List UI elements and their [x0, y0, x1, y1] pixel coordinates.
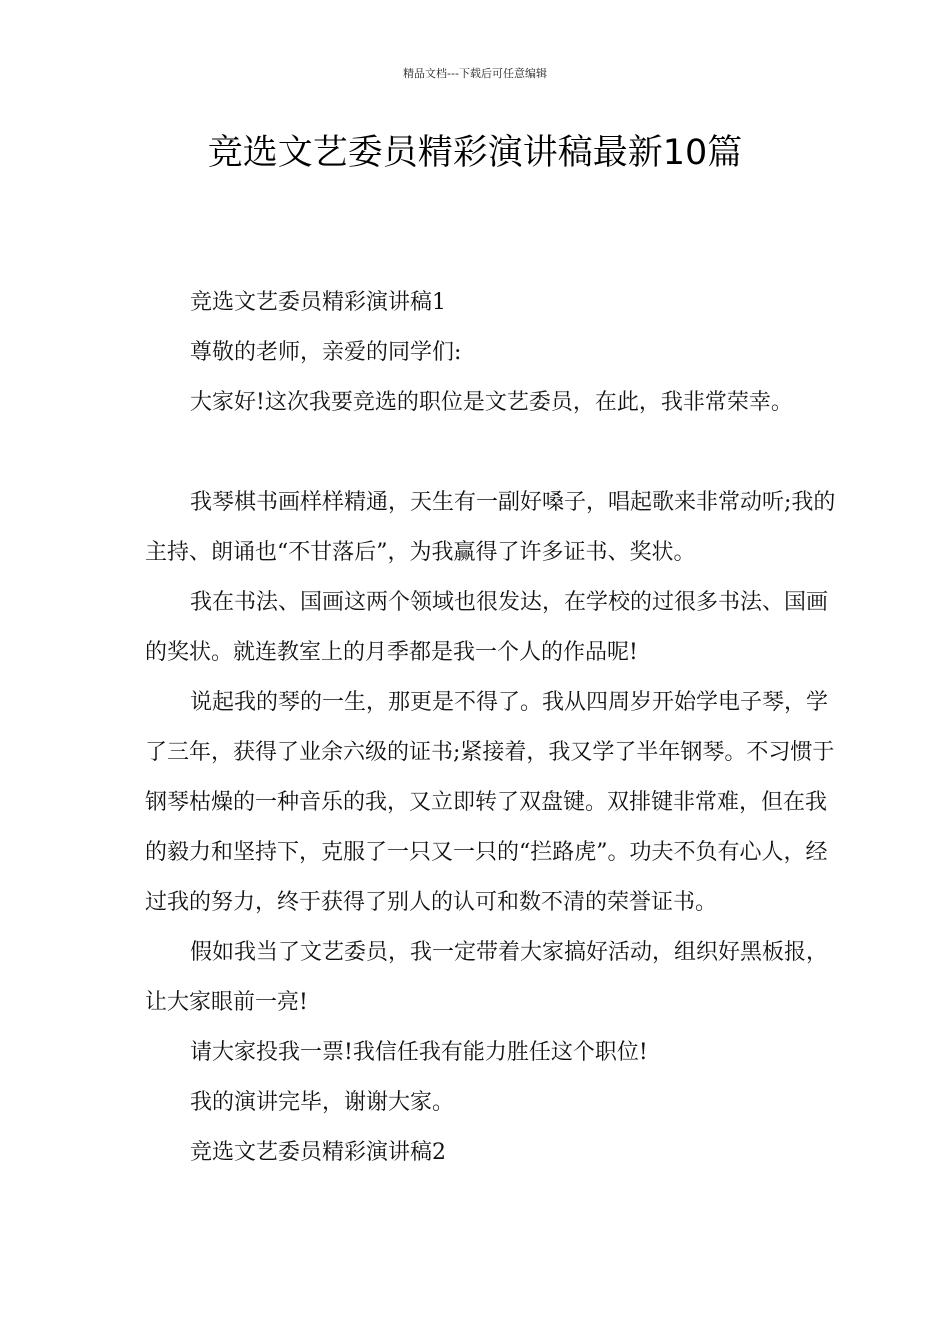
paragraph-closing: 我的演讲完毕，谢谢大家。: [190, 1090, 455, 1115]
blank-line: [145, 428, 845, 478]
salutation: 尊敬的老师，亲爱的同学们:: [190, 340, 462, 365]
paragraph-promise: 假如我当了文艺委员，我一定带着大家搞好活动，组织好黑板报，让大家眼前一亮!: [145, 940, 829, 1015]
section-heading-2: 竞选文艺委员精彩演讲稿2: [190, 1140, 446, 1165]
section-heading-1: 竞选文艺委员精彩演讲稿1: [190, 290, 446, 315]
document-title: 竞选文艺委员精彩演讲稿最新10篇: [207, 133, 743, 173]
paragraph-calligraphy: 我在书法、国画这两个领域也很发达，在学校的过很多书法、国画的奖状。就连教室上的月季都是我一个人的作品呢!: [145, 590, 829, 665]
header-note: 精品文档---下载后可任意编辑: [403, 67, 547, 80]
paragraph-talents: 我琴棋书画样样精通，天生有一副好嗓子，唱起歌来非常动听;我的主持、朗诵也“不甘落后”，为我赢得了许多证书、奖状。: [145, 490, 836, 565]
document-body: [145, 278, 845, 1178]
paragraph-vote-request: 请大家投我一票!我信任我有能力胜任这个职位!: [190, 1040, 648, 1065]
paragraph-music: 说起我的琴的一生，那更是不得了。我从四周岁开始学电子琴，学了三年，获得了业余六级的证书;紧接着，我又学了半年钢琴。不习惯于钢琴枯燥的一种音乐的我，又立即转了双盘键。双排键非常难，但在我的毅力和坚持下，克服了一只又一只的“拦路虎”。功夫不负有心人，经过我的努力，终于获得了别人的认可和数不清的荣誉证书。: [145, 690, 835, 915]
paragraph-greeting: 大家好!这次我要竞选的职位是文艺委员，在此，我非常荣幸。: [190, 390, 793, 415]
